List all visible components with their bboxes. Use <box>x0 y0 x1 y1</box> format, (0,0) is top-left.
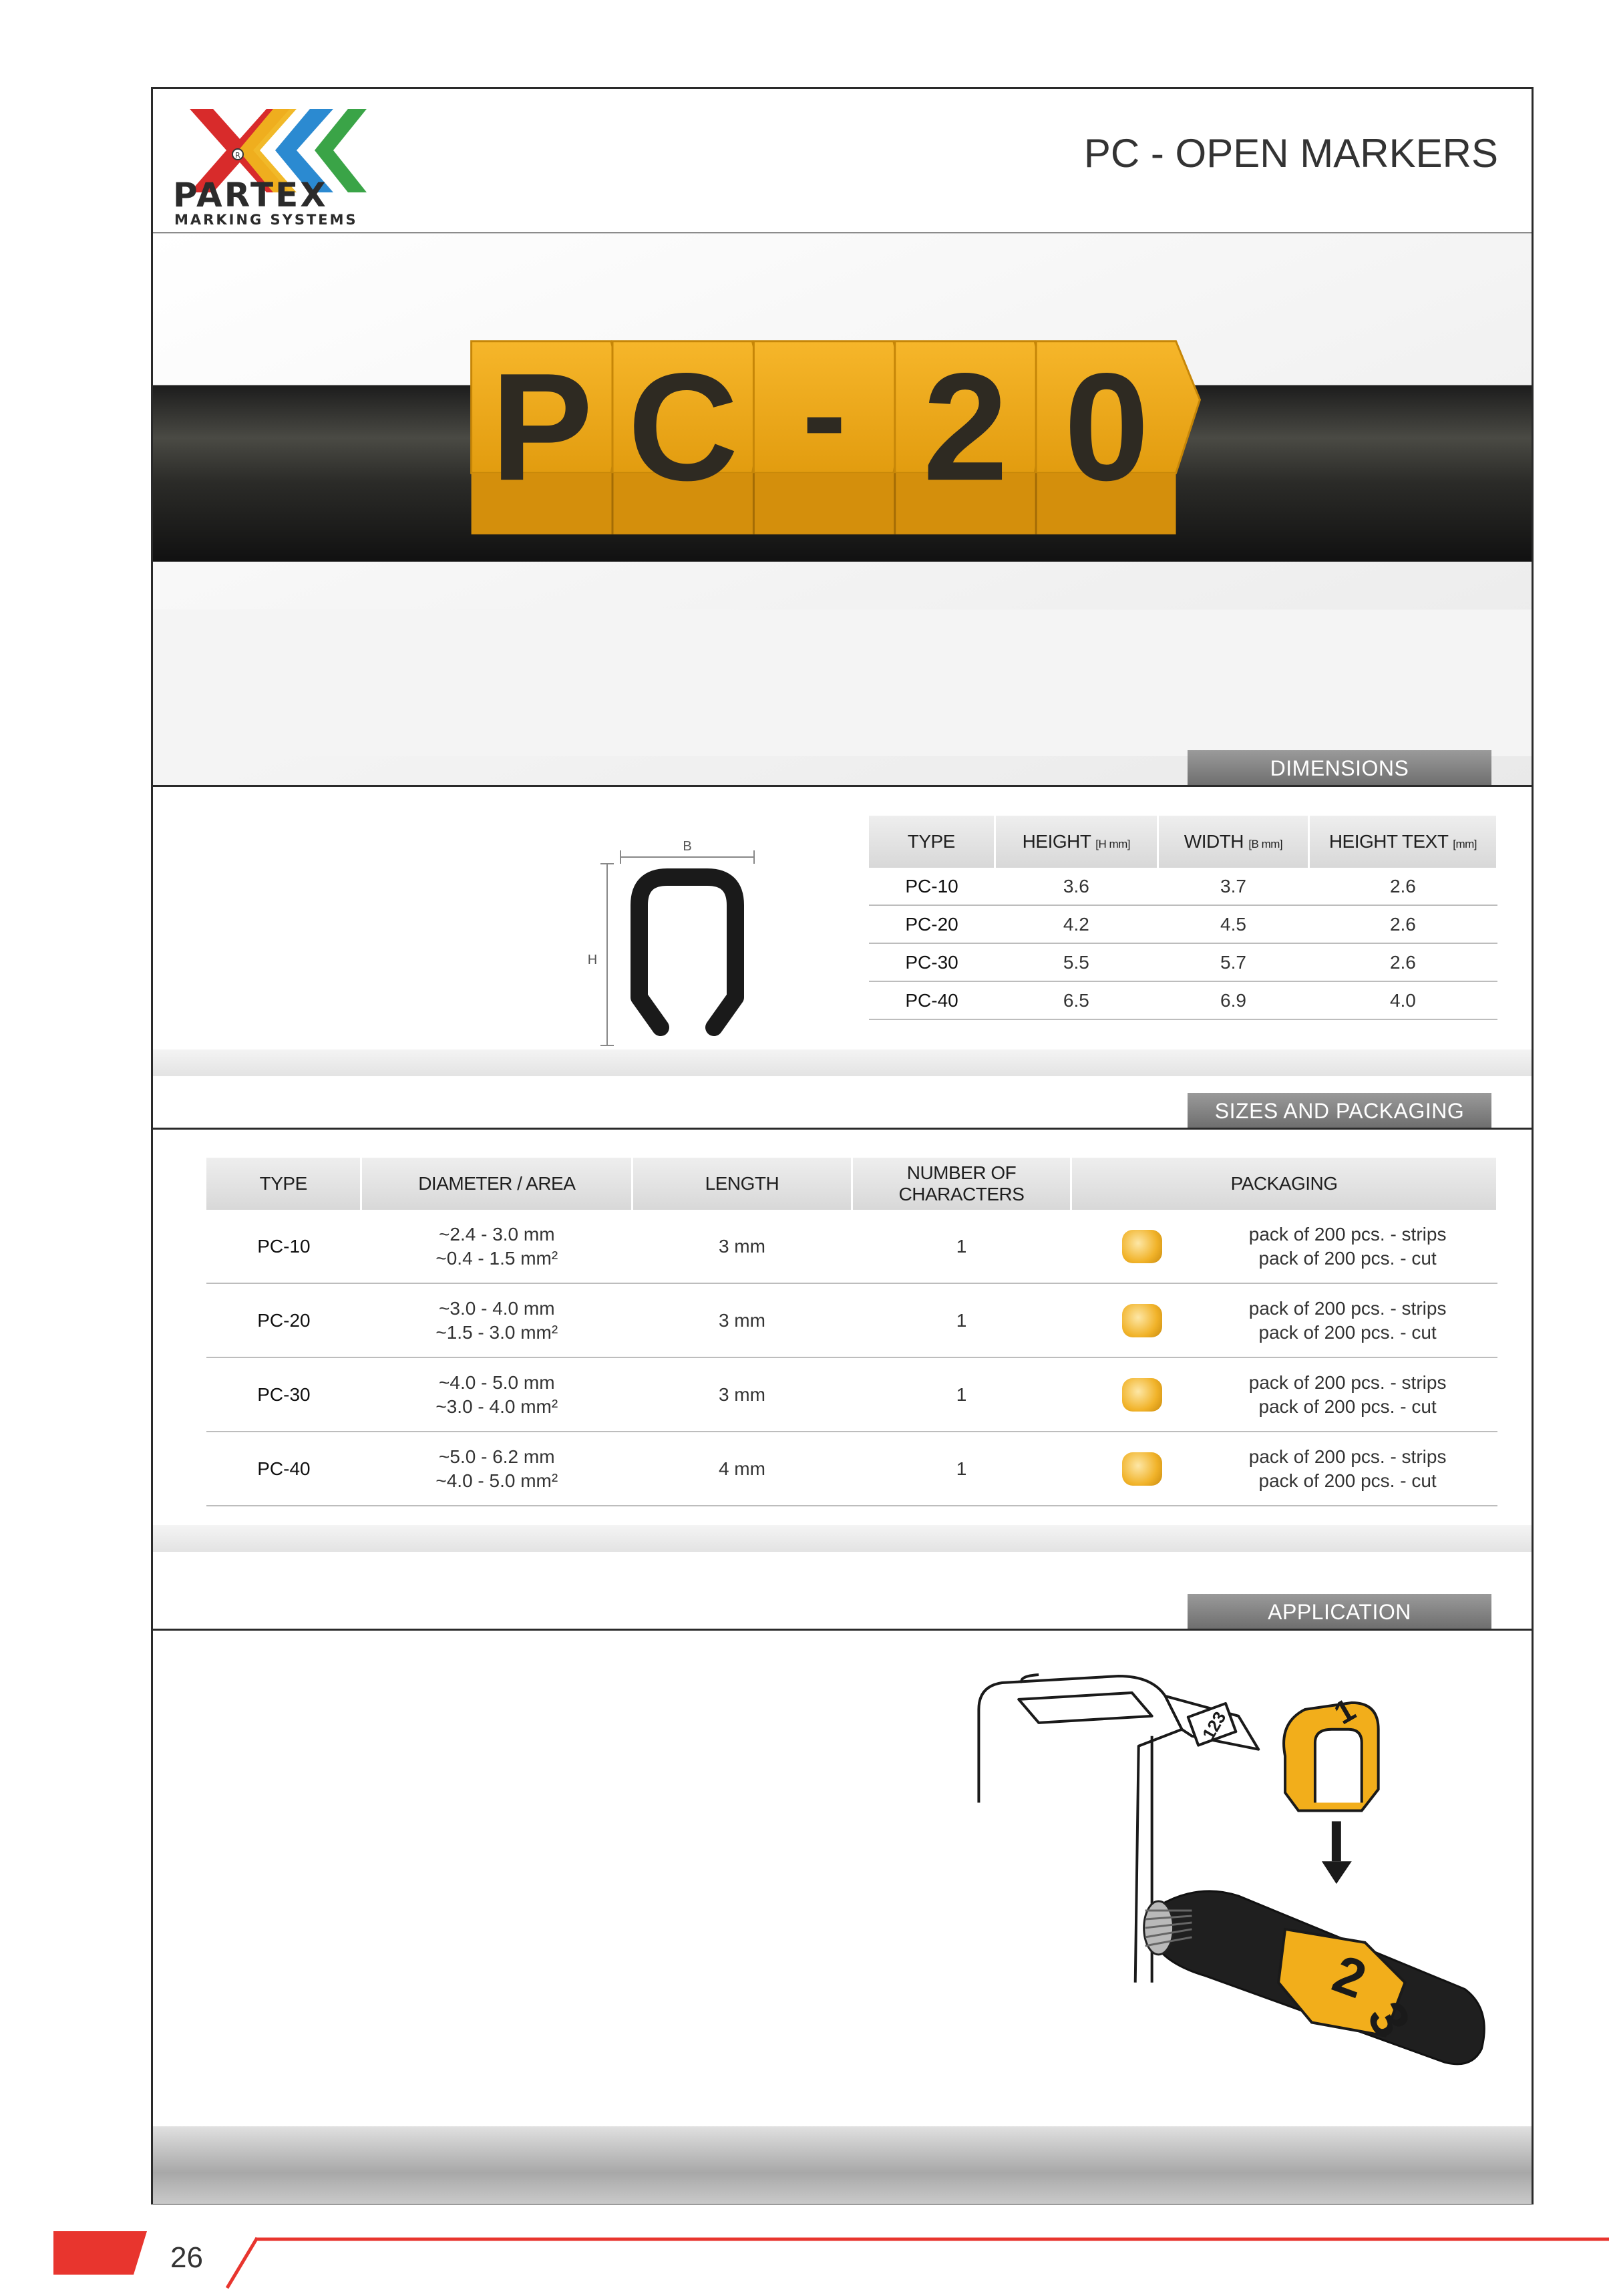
sizes-packaging-tab: SIZES AND PACKAGING <box>1188 1093 1491 1128</box>
table-row <box>206 1432 1497 1506</box>
cell-height: 6.5 <box>995 981 1158 1019</box>
cell-width: 3.7 <box>1158 868 1309 905</box>
footer-slash <box>227 2238 257 2288</box>
dimensions-separator <box>153 785 1532 787</box>
dimensions-header-row <box>869 816 1497 868</box>
col-type: TYPE <box>206 1158 361 1210</box>
dim-b-label: B <box>683 839 692 854</box>
pack-cut-text: pack of 200 pcs. - cut <box>1258 1321 1437 1343</box>
pack-strips-text: pack of 200 pcs. - strips <box>1248 1371 1447 1393</box>
cable-marker-digit-2: 2 <box>1325 1943 1374 2010</box>
open-marker-illustration <box>1284 1692 1379 1810</box>
insert-arrow-icon <box>1322 1821 1352 1884</box>
diameter-text: ~5.0 - 6.2 mm <box>439 1446 555 1467</box>
open-marker-digit: 1 <box>1328 1691 1362 1732</box>
cell-type: PC-30 <box>869 943 995 981</box>
pack-cut-text: pack of 200 pcs. - cut <box>1258 1470 1437 1491</box>
marker-strip-icon <box>1122 1230 1162 1263</box>
marker-strip-icon <box>1122 1452 1162 1486</box>
page-title: PC - OPEN MARKERS <box>1083 131 1498 176</box>
marker-strip-icon <box>1122 1378 1162 1412</box>
cell-width: 5.7 <box>1158 943 1309 981</box>
pack-strips-text: pack of 200 pcs. - strips <box>1248 1446 1447 1467</box>
table-row <box>869 943 1497 981</box>
table-row <box>206 1357 1497 1432</box>
table-row <box>206 1283 1497 1357</box>
page-header <box>153 89 1532 234</box>
svg-text:R: R <box>235 151 240 160</box>
section-shade <box>153 1525 1532 1552</box>
table-row <box>869 905 1497 943</box>
col-type: TYPE <box>869 816 995 868</box>
col-length: LENGTH <box>633 1158 852 1210</box>
dimensions-tab: DIMENSIONS <box>1188 750 1491 785</box>
marker-char-5: 0 <box>1064 341 1149 513</box>
area-text: ~1.5 - 3.0 mm² <box>435 1321 558 1343</box>
cell-height: 5.5 <box>995 943 1158 981</box>
marker-char-2: C <box>627 341 739 513</box>
cell-type: PC-30 <box>206 1357 361 1432</box>
page-frame <box>151 87 1534 2204</box>
area-text: ~0.4 - 1.5 mm² <box>435 1247 558 1269</box>
cell-type: PC-40 <box>869 981 995 1019</box>
bottom-gradient-bar <box>153 2126 1532 2204</box>
diameter-text: ~2.4 - 3.0 mm <box>439 1223 555 1245</box>
diameter-text: ~3.0 - 4.0 mm <box>439 1297 555 1319</box>
pack-cut-text: pack of 200 pcs. - cut <box>1258 1247 1437 1269</box>
cell-height-text: 2.6 <box>1308 943 1497 981</box>
brand-name: PARTEX <box>173 176 328 214</box>
cell-type: PC-20 <box>206 1283 361 1357</box>
sizes-separator <box>153 1128 1532 1130</box>
cell-packaging <box>1071 1283 1497 1357</box>
cell-type: PC-40 <box>206 1432 361 1506</box>
col-width: WIDTH [B mm] <box>1158 816 1309 868</box>
section-shade <box>153 1049 1532 1076</box>
footer-decoration <box>0 2225 1609 2291</box>
cell-type: PC-20 <box>869 905 995 943</box>
cell-chars: 1 <box>852 1210 1071 1283</box>
diameter-text: ~4.0 - 5.0 mm <box>439 1371 555 1393</box>
cell-packaging <box>1071 1210 1497 1283</box>
sizes-header-row <box>206 1158 1497 1210</box>
marker-char-4: 2 <box>922 341 1009 513</box>
col-height: HEIGHT [H mm] <box>995 816 1158 868</box>
application-illustration <box>153 1635 1532 2190</box>
table-row <box>869 868 1497 905</box>
cell-width: 6.9 <box>1158 981 1309 1019</box>
cell-height-text: 2.6 <box>1308 905 1497 943</box>
marker-char-1: P <box>490 341 593 513</box>
pack-cut-text: pack of 200 pcs. - cut <box>1258 1396 1437 1417</box>
cable-tie-label: 123 <box>1199 1708 1230 1744</box>
table-row <box>206 1210 1497 1283</box>
footer-red-tab <box>53 2231 147 2275</box>
cell-diameter-area <box>361 1432 633 1506</box>
cell-length: 3 mm <box>633 1210 852 1283</box>
application-tab: APPLICATION <box>1188 1594 1491 1629</box>
application-separator <box>153 1629 1532 1631</box>
cell-height: 4.2 <box>995 905 1158 943</box>
col-diameter-area: DIAMETER / AREA <box>361 1158 633 1210</box>
cell-length: 4 mm <box>633 1432 852 1506</box>
cell-diameter-area <box>361 1357 633 1432</box>
dim-h-label: H <box>587 953 598 967</box>
cable-marker-digit-3: 3 <box>1356 1991 1423 2047</box>
cell-chars: 1 <box>852 1283 1071 1357</box>
cell-length: 3 mm <box>633 1357 852 1432</box>
cell-chars: 1 <box>852 1357 1071 1432</box>
marker-profile-diagram <box>580 830 787 1084</box>
brand-subtitle: MARKING SYSTEMS <box>174 212 358 228</box>
cell-type: PC-10 <box>869 868 995 905</box>
pack-strips-text: pack of 200 pcs. - strips <box>1248 1297 1447 1319</box>
col-height-text: HEIGHT TEXT [mm] <box>1308 816 1497 868</box>
col-number-characters: NUMBER OF CHARACTERS <box>852 1158 1071 1210</box>
sizes-packaging-table <box>206 1158 1498 1506</box>
cell-packaging <box>1071 1432 1497 1506</box>
pack-strips-text: pack of 200 pcs. - strips <box>1248 1223 1447 1245</box>
cell-chars: 1 <box>852 1432 1071 1506</box>
cell-length: 3 mm <box>633 1283 852 1357</box>
cell-width: 4.5 <box>1158 905 1309 943</box>
table-row <box>869 981 1497 1019</box>
cell-diameter-area <box>361 1283 633 1357</box>
area-text: ~4.0 - 5.0 mm² <box>435 1470 558 1491</box>
col-packaging: PACKAGING <box>1071 1158 1497 1210</box>
marker-strip-icon <box>1122 1304 1162 1337</box>
cell-packaging <box>1071 1357 1497 1432</box>
cell-height-text: 4.0 <box>1308 981 1497 1019</box>
cable-illustration <box>1144 1891 1485 2064</box>
yellow-marker-group <box>472 339 1200 534</box>
cell-diameter-area <box>361 1210 633 1283</box>
marker-char-3: - <box>801 339 847 489</box>
cell-height-text: 2.6 <box>1308 868 1497 905</box>
cell-type: PC-10 <box>206 1210 361 1283</box>
product-photo <box>153 232 1532 787</box>
cell-height: 3.6 <box>995 868 1158 905</box>
area-text: ~3.0 - 4.0 mm² <box>435 1396 558 1417</box>
dimensions-table <box>869 816 1498 1020</box>
page-number: 26 <box>170 2241 203 2274</box>
